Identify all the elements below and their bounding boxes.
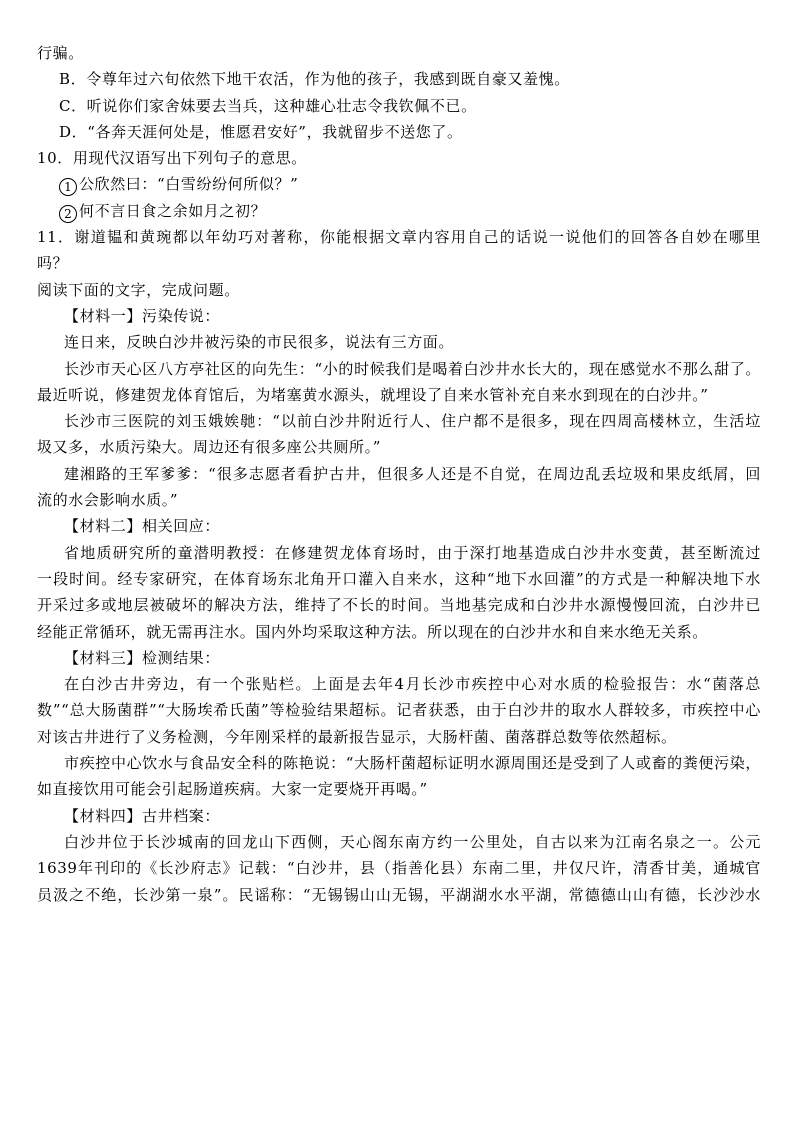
- line-text: 【材料二】相关回应：: [64, 517, 221, 536]
- question-11-line-1: [37, 224, 761, 250]
- line-text: 建湘路的王军爹爹：“很多志愿者看护古井，但很多人还是不自觉，在周边乱丢垃圾和果皮纸屑，回: [64, 464, 761, 483]
- material-3-para-1-line-2: [37, 697, 761, 723]
- line-text: 经能正常循环，就无需再注水。国内外均采取这种方法。所以现在的白沙井水和自来水绝无关系。: [37, 622, 708, 641]
- material-4-line-1: [37, 829, 761, 855]
- material-4-line-2: [37, 855, 761, 881]
- line-text: 白沙井位于长沙城南的回龙山下西侧，天心阁东南方约一公里处，自古以来为江南名泉之一。公元: [64, 832, 761, 851]
- material-4-heading: [37, 803, 761, 829]
- line-text: 在白沙古井旁边，有一个张贴栏。上面是去年4月长沙市疾控中心对水质的检验报告：水“菌落总: [64, 675, 761, 694]
- q9-option-d: [37, 119, 761, 145]
- line-text: 11．谢道韫和黄琬都以年幼巧对著称，你能根据文章内容用自己的话说一说他们的回答各自妙在哪里: [37, 228, 761, 247]
- material-1-para-4-line-1: [37, 461, 761, 487]
- line-text: D．“各奔天涯何处是，惟愿君安好”，我就留步不送您了。: [59, 122, 463, 141]
- line-text: 吗？: [37, 254, 69, 273]
- material-3-para-2-line-1: [37, 750, 761, 776]
- material-2-line-4: [37, 619, 761, 645]
- line-text: 开采过多或地层被破坏的解决方法，维持了不长的时间。当地基完成和白沙井水源慢慢回流，白沙井已: [37, 596, 761, 615]
- line-text: 1639年刊印的《长沙府志》记载：“白沙井，县（指善化县）东南二里，井仅尺许，清香甘美，通城官: [37, 859, 761, 878]
- line-text: 如直接饮用可能会引起肠道疾病。大家一定要烧开再喝。”: [37, 780, 428, 799]
- q9-option-a-tail: [37, 40, 761, 66]
- line-text: 一段时间。经专家研究，在体育场东北角开口灌入自来水，这种“地下水回灌”的方式是一种解决地下水: [37, 569, 761, 588]
- material-1-para-1: [37, 329, 761, 355]
- line-text: 阅读下面的文字，完成问题。: [37, 280, 240, 299]
- q9-option-c: [37, 93, 761, 119]
- circled-number: 2: [59, 205, 77, 223]
- line-text: 流的水会影响水质。”: [37, 491, 179, 510]
- material-2-line-3: [37, 592, 761, 618]
- q9-option-b: [37, 66, 761, 92]
- line-text: C．听说你们家舍妹要去当兵，这种雄心壮志令我钦佩不已。: [59, 96, 477, 115]
- line-text: 对该古井进行了义务检测，今年刚采样的最新报告显示，大肠杆菌、菌落群总数等依然超标。: [37, 727, 677, 746]
- material-3-para-1-line-3: [37, 724, 761, 750]
- material-1-para-4-line-2: [37, 487, 761, 513]
- material-1-para-2-line-2: [37, 382, 761, 408]
- line-text: 长沙市天心区八方亭社区的向先生：“小的时候我们是喝着白沙井水长大的，现在感觉水不那么甜了。: [64, 359, 761, 378]
- material-1-para-3-line-2: [37, 434, 761, 460]
- line-text: 市疾控中心饮水与食品安全科的陈艳说：“大肠杆菌超标证明水源周围还是受到了人或畜的粪便污染，: [64, 754, 761, 773]
- question-11-line-2: [37, 250, 761, 276]
- material-3-para-2-line-2: [37, 776, 761, 802]
- material-1-para-2-line-1: [37, 356, 761, 382]
- material-2-line-1: [37, 540, 761, 566]
- line-text: 【材料三】检测结果：: [64, 648, 221, 667]
- document-page: [37, 40, 761, 908]
- line-text: 10．用现代汉语写出下列句子的意思。: [37, 149, 307, 168]
- line-text: 圾又多，水质污染大。周边还有很多座公共厕所。”: [37, 438, 381, 457]
- question-10: [37, 145, 761, 171]
- q10-sentence-2: [37, 198, 761, 224]
- material-3-para-1-line-1: [37, 671, 761, 697]
- circled-number: 1: [59, 178, 77, 196]
- line-text: 【材料一】污染传说：: [64, 306, 221, 325]
- line-text: 【材料四】古井档案：: [64, 806, 221, 825]
- line-text: 连日来，反映白沙井被污染的市民很多，说法有三方面。: [64, 333, 455, 352]
- line-text: 行骗。: [37, 44, 84, 62]
- material-2-heading: [37, 513, 761, 539]
- material-1-para-3-line-1: [37, 408, 761, 434]
- line-text: 员汲之不绝，长沙第一泉”。民谣称：“无锡锡山山无锡，平湖湖水水平湖，常德德山山有德，长沙沙水: [37, 885, 761, 904]
- material-4-line-3: [37, 882, 761, 908]
- line-text: 公欣然曰：“白雪纷纷何所似？”: [79, 175, 299, 194]
- line-text: 数”“总大肠菌群”“大肠埃希氏菌”等检验结果超标。记者获悉，由于白沙井的取水人群较多，市疾控中心: [37, 701, 761, 720]
- material-2-line-2: [37, 566, 761, 592]
- q10-sentence-1: [37, 171, 761, 197]
- reading-instruction: [37, 277, 761, 303]
- material-3-heading: [37, 645, 761, 671]
- line-text: 最近听说，修建贺龙体育馆后，为堵塞黄水源头，就埋设了自来水管补充自来水到现在的白沙井。”: [37, 385, 709, 404]
- material-1-heading: [37, 303, 761, 329]
- line-text: 何不言日食之余如月之初？: [79, 201, 267, 220]
- line-text: 长沙市三医院的刘玉娥娭毑：“以前白沙井附近行人、住户都不是很多，现在四周高楼林立，生活垃: [64, 412, 761, 431]
- line-text: 省地质研究所的童潜明教授：在修建贺龙体育场时，由于深打地基造成白沙井水变黄，甚至断流过: [64, 543, 761, 562]
- line-text: B．令尊年过六旬依然下地干农活，作为他的孩子，我感到既自豪又羞愧。: [59, 70, 570, 89]
